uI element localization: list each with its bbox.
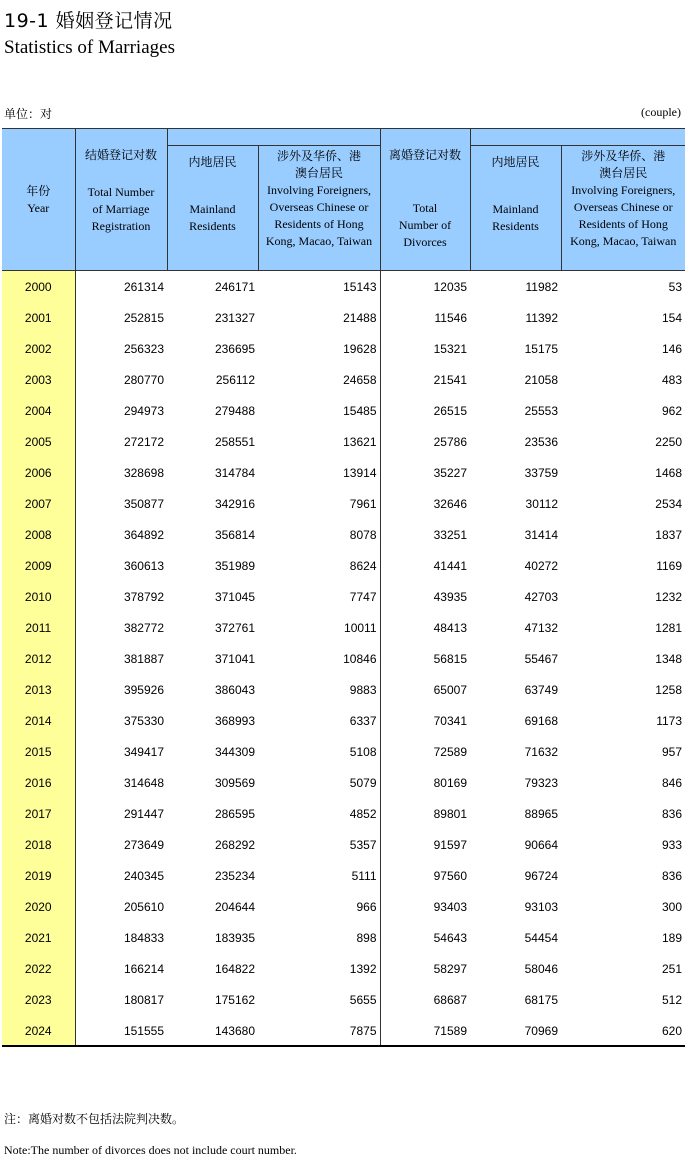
divorce-foreign-cell: 146 (661, 342, 682, 356)
divorce-foreign-cell: 1258 (655, 683, 682, 697)
marriage-mainland-cell: 268292 (214, 838, 255, 852)
year-cell: 2013 (2, 674, 75, 705)
footnote-cn: 注：离婚对数不包括法院判决数。 (4, 1112, 185, 1126)
marriage-foreign-cell: 7747 (258, 581, 380, 612)
year-cell: 2007 (2, 488, 75, 519)
table-row (2, 674, 685, 705)
header-divorce-mainland (470, 146, 561, 271)
header-divorce-mainland-en: Mainland Residents (492, 202, 539, 233)
marriage-mainland-cell: 258551 (214, 435, 255, 449)
year-cell: 2002 (2, 333, 75, 364)
marriage-foreign-cell: 15485 (258, 395, 380, 426)
divorce-total-cell: 33251 (433, 528, 467, 542)
divorce-foreign-cell: 836 (661, 807, 682, 821)
table-row (2, 612, 685, 643)
marriage-foreign-cell: 898 (258, 922, 380, 953)
divorce-total-cell: 21541 (433, 373, 467, 387)
divorce-mainland-cell: 15175 (524, 342, 558, 356)
divorce-total-cell: 41441 (433, 559, 467, 573)
marriage-total-cell: 151555 (75, 1015, 167, 1046)
divorce-foreign-cell: 957 (661, 745, 682, 759)
divorce-mainland-cell: 42703 (524, 590, 558, 604)
divorce-mainland-cell: 96724 (524, 869, 558, 883)
marriage-foreign-cell: 5111 (258, 860, 380, 891)
divorce-mainland-cell: 63749 (524, 683, 558, 697)
divorce-foreign-cell: 251 (661, 962, 682, 976)
marriage-foreign-cell: 10846 (258, 643, 380, 674)
table-row (2, 426, 685, 457)
marriage-foreign-cell: 4852 (258, 798, 380, 829)
divorce-total-cell: 71589 (380, 1015, 470, 1046)
year-cell: 2003 (2, 364, 75, 395)
marriage-foreign-cell: 5079 (258, 767, 380, 798)
divorce-mainland-cell: 55467 (524, 652, 558, 666)
table-row (2, 705, 685, 736)
table-row (2, 860, 685, 891)
page-subtitle: Statistics of Marriages (4, 37, 175, 58)
divorce-mainland-cell: 30112 (525, 497, 558, 511)
marriage-foreign-cell: 13914 (258, 457, 380, 488)
divorce-total-cell: 32646 (433, 497, 467, 511)
divorce-mainland-cell: 33759 (524, 466, 558, 480)
divorce-foreign-cell: 846 (661, 776, 682, 790)
marriage-mainland-cell: 309569 (214, 776, 255, 790)
marriage-total-cell: 205610 (123, 900, 164, 914)
divorce-total-cell: 68687 (433, 993, 467, 1007)
marriage-foreign-cell: 7961 (258, 488, 380, 519)
divorce-total-cell: 89801 (433, 807, 467, 821)
divorce-total-cell: 72589 (433, 745, 467, 759)
year-cell: 2018 (2, 829, 75, 860)
divorce-foreign-cell: 933 (661, 838, 682, 852)
year-cell: 2010 (2, 581, 75, 612)
header-divorce-total-en: Total Number of Divorces (398, 201, 452, 249)
divorce-mainland-cell: 88965 (524, 807, 558, 821)
marriage-foreign-cell: 966 (258, 891, 380, 922)
divorce-total-cell: 93403 (433, 900, 467, 914)
divorce-foreign-cell: 154 (661, 311, 682, 325)
marriage-foreign-cell: 5655 (258, 984, 380, 1015)
table-row (2, 581, 685, 612)
divorce-foreign-cell: 836 (661, 869, 682, 883)
divorce-total-cell: 65007 (433, 683, 467, 697)
table-row (2, 643, 685, 674)
marriage-total-cell: 272172 (123, 435, 164, 449)
table-row (2, 302, 685, 333)
marriage-mainland-cell: 236695 (214, 342, 255, 356)
marriage-mainland-cell: 143680 (167, 1015, 258, 1046)
header-marriage-mainland-en: Mainland Residents (189, 202, 236, 233)
marriage-total-cell: 291447 (123, 807, 164, 821)
divorce-foreign-cell: 1232 (655, 590, 682, 604)
year-cell: 2008 (2, 519, 75, 550)
unit-label-en: (couple) (641, 105, 681, 119)
marriage-total-cell: 381887 (123, 652, 164, 666)
divorce-total-cell: 80169 (433, 776, 467, 790)
divorce-foreign-cell: 512 (661, 993, 682, 1007)
year-cell: 2004 (2, 395, 75, 426)
marriage-total-cell: 382772 (123, 621, 164, 635)
marriage-mainland-cell: 279488 (214, 404, 255, 418)
table-row (2, 767, 685, 798)
header-divorce-total (380, 129, 470, 271)
marriage-mainland-cell: 372761 (214, 621, 255, 635)
marriage-foreign-cell: 10011 (258, 612, 380, 643)
marriage-mainland-cell: 164822 (214, 962, 255, 976)
divorce-mainland-cell: 68175 (524, 993, 558, 1007)
page-title: 19-1 婚姻登记情况 (4, 10, 173, 32)
divorce-total-cell: 91597 (433, 838, 467, 852)
year-cell: 2016 (2, 767, 75, 798)
marriage-foreign-cell: 6337 (258, 705, 380, 736)
marriage-mainland-cell: 344309 (214, 745, 255, 759)
divorce-foreign-cell: 2534 (655, 497, 682, 511)
divorce-mainland-cell: 47132 (524, 621, 558, 635)
header-divorce-foreign-en: Involving Foreigners, Overseas Chinese or Residents of Hong Kong, Macao, Taiwan (570, 183, 677, 248)
marriage-total-cell: 375330 (123, 714, 164, 728)
header-marriage-total-en: Total Number of Marriage Registration (87, 185, 155, 233)
table-row (2, 829, 685, 860)
table-row (2, 395, 685, 426)
table-row (2, 953, 685, 984)
unit-label: 单位：对 (4, 107, 53, 121)
marriage-mainland-cell: 183935 (214, 931, 255, 945)
marriage-total-cell: 273649 (123, 838, 164, 852)
divorce-foreign-cell: 1348 (655, 652, 682, 666)
marriage-total-cell: 261314 (123, 280, 164, 295)
year-cell: 2019 (2, 860, 75, 891)
marriage-foreign-cell: 13621 (258, 426, 380, 457)
divorce-foreign-cell: 620 (561, 1015, 685, 1046)
header-marriage-foreign (258, 146, 380, 271)
table-row (2, 736, 685, 767)
marriage-mainland-cell: 246171 (214, 280, 255, 295)
marriage-total-cell: 360613 (123, 559, 164, 573)
marriage-total-cell: 252815 (123, 311, 164, 325)
marriage-statistics-table (2, 128, 685, 1047)
marriage-mainland-cell: 342916 (214, 497, 255, 511)
marriage-total-cell: 350877 (123, 497, 164, 511)
marriage-mainland-cell: 371045 (214, 590, 255, 604)
marriage-mainland-cell: 175162 (214, 993, 255, 1007)
divorce-total-cell: 56815 (433, 652, 467, 666)
divorce-mainland-cell: 58046 (524, 962, 558, 976)
divorce-mainland-cell: 54454 (524, 931, 558, 945)
divorce-mainland-cell: 23536 (524, 435, 558, 449)
divorce-foreign-cell: 53 (668, 280, 682, 295)
divorce-foreign-cell: 962 (661, 404, 682, 418)
table-row (2, 550, 685, 581)
divorce-mainland-cell: 90664 (524, 838, 558, 852)
marriage-foreign-cell: 5108 (258, 736, 380, 767)
year-cell: 2001 (2, 302, 75, 333)
header-marriage-total (75, 129, 167, 271)
divorce-mainland-cell: 71632 (524, 745, 558, 759)
marriage-mainland-cell: 256112 (215, 373, 255, 387)
divorce-foreign-cell: 1169 (656, 559, 682, 573)
divorce-mainland-cell: 21058 (524, 373, 558, 387)
table-row (2, 519, 685, 550)
marriage-foreign-cell: 21488 (258, 302, 380, 333)
marriage-foreign-cell: 8624 (258, 550, 380, 581)
divorce-total-cell: 11546 (434, 311, 467, 325)
year-cell: 2009 (2, 550, 75, 581)
table-row (2, 488, 685, 519)
header-marriage-group-top (167, 129, 380, 146)
header-year (2, 129, 75, 271)
footnote-en: Note:The number of divorces does not include court number. (4, 1143, 297, 1157)
marriage-mainland-cell: 231327 (214, 311, 255, 325)
divorce-total-cell: 35227 (433, 466, 467, 480)
divorce-mainland-cell: 11982 (525, 280, 558, 295)
table-row (2, 922, 685, 953)
divorce-total-cell: 54643 (433, 931, 467, 945)
divorce-foreign-cell: 1281 (655, 621, 682, 635)
divorce-mainland-cell: 25553 (524, 404, 558, 418)
marriage-foreign-cell: 1392 (258, 953, 380, 984)
header-year-cn: 年份 (26, 183, 51, 198)
table-row (2, 271, 685, 302)
year-cell: 2015 (2, 736, 75, 767)
marriage-mainland-cell: 368993 (214, 714, 255, 728)
year-cell: 2017 (2, 798, 75, 829)
marriage-mainland-cell: 314784 (214, 466, 255, 480)
divorce-total-cell: 43935 (433, 590, 467, 604)
year-cell: 2011 (2, 612, 75, 643)
marriage-foreign-cell: 9883 (258, 674, 380, 705)
divorce-foreign-cell: 2250 (655, 435, 682, 449)
year-cell: 2023 (2, 984, 75, 1015)
divorce-mainland-cell: 31414 (524, 528, 558, 542)
marriage-total-cell: 328698 (123, 466, 164, 480)
divorce-mainland-cell: 11392 (525, 311, 558, 325)
divorce-mainland-cell: 69168 (524, 714, 558, 728)
marriage-mainland-cell: 235234 (214, 869, 255, 883)
divorce-mainland-cell: 40272 (524, 559, 558, 573)
header-marriage-mainland (167, 146, 258, 271)
header-divorce-mainland-cn: 内地居民 (491, 155, 540, 169)
marriage-total-cell: 256323 (123, 342, 164, 356)
year-cell: 2021 (2, 922, 75, 953)
table-row (2, 1015, 685, 1046)
table-row (2, 798, 685, 829)
header-marriage-foreign-en: Involving Foreigners, Overseas Chinese or Residents of Hong Kong, Macao, Taiwan (265, 183, 373, 248)
marriage-foreign-cell: 15143 (258, 271, 380, 302)
header-marriage-total-cn: 结婚登记对数 (84, 148, 157, 162)
header-year-en: Year (27, 200, 50, 215)
marriage-foreign-cell: 8078 (258, 519, 380, 550)
header-divorce-foreign-cn: 涉外及华侨、港澳台居民 (581, 149, 666, 180)
year-cell: 2000 (2, 271, 75, 302)
table-row (2, 457, 685, 488)
marriage-total-cell: 349417 (123, 745, 164, 759)
year-cell: 2020 (2, 891, 75, 922)
table-row (2, 333, 685, 364)
marriage-foreign-cell: 24658 (258, 364, 380, 395)
marriage-mainland-cell: 356814 (214, 528, 255, 542)
divorce-total-cell: 25786 (433, 435, 467, 449)
marriage-total-cell: 180817 (123, 993, 164, 1007)
divorce-foreign-cell: 1468 (655, 466, 682, 480)
year-cell: 2014 (2, 705, 75, 736)
marriage-mainland-cell: 351989 (214, 559, 255, 573)
marriage-total-cell: 364892 (123, 528, 164, 542)
header-marriage-foreign-cn: 涉外及华侨、港澳台居民 (276, 149, 361, 180)
header-marriage-mainland-cn: 内地居民 (188, 155, 237, 169)
marriage-foreign-cell: 7875 (258, 1015, 380, 1046)
marriage-mainland-cell: 386043 (214, 683, 255, 697)
marriage-total-cell: 240345 (123, 869, 164, 883)
marriage-foreign-cell: 5357 (258, 829, 380, 860)
divorce-foreign-cell: 300 (661, 900, 682, 914)
divorce-total-cell: 15321 (433, 342, 467, 356)
header-divorce-foreign (561, 146, 685, 271)
marriage-foreign-cell: 19628 (258, 333, 380, 364)
divorce-total-cell: 97560 (433, 869, 467, 883)
table-row (2, 364, 685, 395)
table-body (2, 271, 685, 1046)
divorce-mainland-cell: 70969 (470, 1015, 561, 1046)
divorce-foreign-cell: 483 (661, 373, 682, 387)
divorce-total-cell: 26515 (433, 404, 467, 418)
divorce-foreign-cell: 189 (661, 931, 682, 945)
year-cell: 2022 (2, 953, 75, 984)
divorce-total-cell: 12035 (433, 280, 467, 295)
divorce-total-cell: 70341 (433, 714, 467, 728)
table-row (2, 984, 685, 1015)
marriage-total-cell: 314648 (123, 776, 164, 790)
marriage-total-cell: 395926 (123, 683, 164, 697)
divorce-foreign-cell: 1837 (655, 528, 682, 542)
marriage-mainland-cell: 371041 (214, 652, 255, 666)
divorce-mainland-cell: 93103 (524, 900, 558, 914)
marriage-mainland-cell: 286595 (214, 807, 255, 821)
header-divorce-group-top (470, 129, 685, 146)
divorce-foreign-cell: 1173 (656, 714, 682, 728)
divorce-mainland-cell: 79323 (524, 776, 558, 790)
marriage-total-cell: 166214 (123, 962, 164, 976)
year-cell: 2024 (2, 1015, 75, 1046)
header-divorce-total-cn: 离婚登记对数 (388, 148, 461, 162)
marriage-total-cell: 280770 (123, 373, 164, 387)
year-cell: 2005 (2, 426, 75, 457)
year-cell: 2012 (2, 643, 75, 674)
marriage-total-cell: 294973 (123, 404, 164, 418)
marriage-mainland-cell: 204644 (214, 900, 255, 914)
marriage-total-cell: 378792 (123, 590, 164, 604)
marriage-total-cell: 184833 (123, 931, 164, 945)
divorce-total-cell: 58297 (433, 962, 467, 976)
year-cell: 2006 (2, 457, 75, 488)
divorce-total-cell: 48413 (433, 621, 467, 635)
table-row (2, 891, 685, 922)
